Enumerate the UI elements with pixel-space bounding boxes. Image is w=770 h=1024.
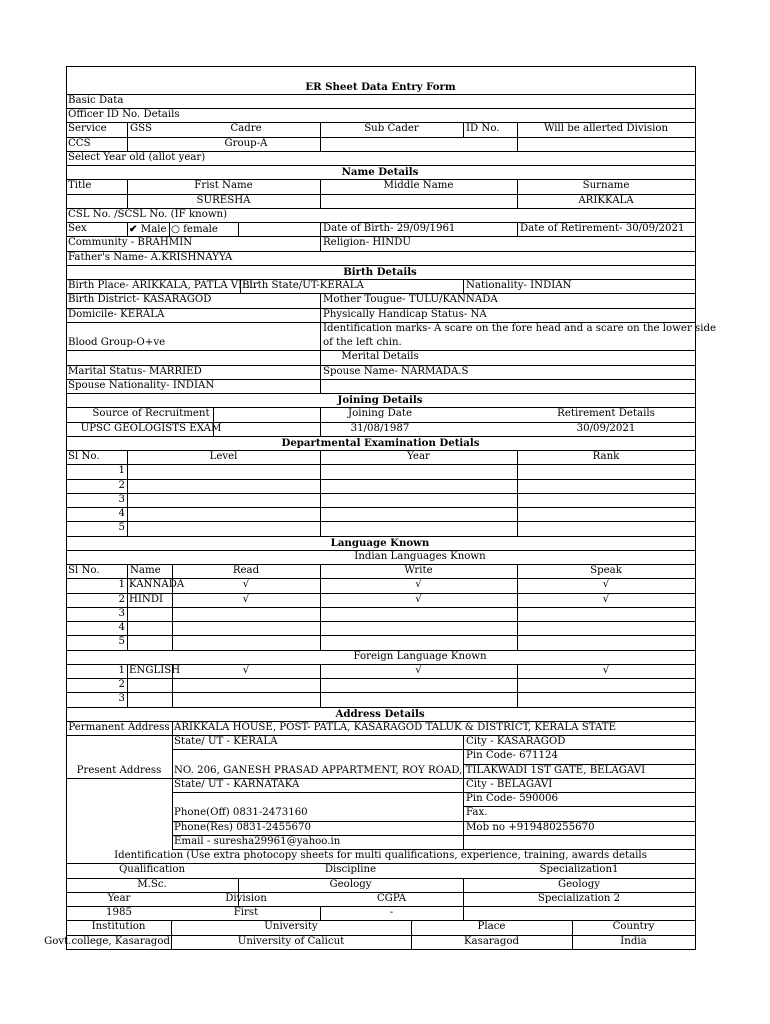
dept-rank-label: Rank [592, 451, 620, 462]
lang-write-check: √ [415, 594, 422, 605]
lang-read-check: √ [242, 579, 250, 590]
joining-date-value: 31/08/1987 [350, 423, 410, 434]
check-icon: ✔ [129, 223, 138, 235]
foreign-write-check: √ [415, 665, 422, 676]
identification-marks-line-2: of the left chin. [323, 337, 402, 348]
present-pin: Pin Code- 590006 [466, 793, 558, 804]
er-sheet-form [44, 66, 717, 950]
service-label: Service [68, 123, 107, 134]
discipline-label: Discipline [324, 864, 377, 875]
institution-value: Govt.college, Kasaragod [44, 936, 170, 947]
service-value: GSS [130, 123, 152, 134]
father-name: Father's Name- A.KRISHNAYYA [68, 252, 233, 263]
marital-status: Marital Status- MARRIED [68, 366, 202, 377]
birth-district: Birth District- KASARAGOD [68, 294, 212, 305]
institution-label: Institution [91, 921, 146, 932]
phone-residence: Phone(Res) 0831-2455670 [174, 822, 311, 833]
lang-name: KANNADA [129, 579, 185, 590]
qualification-label: Qualification [118, 864, 186, 875]
marital-details-heading: Merital Details [341, 351, 419, 362]
birth-details-heading: Birth Details [343, 266, 417, 278]
foreign-row-number: 1 [118, 665, 125, 676]
service-value-2: CCS [68, 138, 91, 149]
date-of-retirement: Date of Retirement- 30/09/2021 [520, 223, 685, 234]
mother-tongue: Mother Tougue- TULU/KANNADA [323, 294, 498, 305]
foreign-read-check: √ [242, 665, 250, 676]
lang-row-number: 2 [118, 594, 125, 605]
birth-state: Birth State/UT-KERALA [242, 280, 364, 291]
permanent-city: City - KASARAGOD [466, 736, 566, 747]
permanent-address-label: Permanent Address [68, 722, 170, 733]
specialization1-value: Geology [558, 879, 600, 890]
surname-value: ARIKKALA [578, 195, 634, 206]
qualification-value: M.Sc. [137, 879, 167, 890]
religion: Religion- HINDU [323, 237, 411, 248]
male-label: Male [140, 224, 167, 235]
cgpa-value: - [389, 907, 394, 918]
permanent-state: State/ UT - KERALA [174, 736, 278, 747]
select-year-label: Select Year old (allot year) [68, 152, 206, 163]
dept-sl-label: Sl No. [68, 451, 100, 462]
community: Community - BRAHMIN [68, 237, 193, 248]
female-label: female [183, 224, 218, 235]
place-value: Kasaragod [463, 936, 520, 947]
joining-details-heading: Joining Details [337, 394, 423, 406]
middle-name-label: Middle Name [383, 180, 454, 191]
cadre-label: Cadre [230, 123, 262, 134]
permanent-pin: Pin Code- 671124 [466, 750, 558, 761]
country-value: India [620, 936, 647, 947]
officer-id-label: Officer ID No. Details [68, 109, 180, 120]
lang-sl-label: Sl No. [68, 565, 100, 576]
dept-row-number: 2 [118, 480, 125, 491]
lang-speak-check: √ [602, 579, 610, 590]
country-label: Country [612, 921, 655, 932]
lang-write-check: √ [415, 579, 422, 590]
email: Email - suresha29961@yahoo.in [174, 836, 341, 847]
first-name-value: SURESHA [196, 195, 251, 206]
radio-circle-icon: ○ [171, 223, 180, 235]
lang-speak-check: √ [602, 594, 610, 605]
sex-female-option[interactable] [171, 222, 218, 236]
sex-label: Sex [68, 223, 87, 234]
division-label: Division [225, 893, 267, 904]
present-address-line: NO. 206, GANESH PRASAD APPARTMENT, ROY ROAD, TILAKWADI 1ST GATE, BELAGAVI [174, 765, 646, 776]
foreign-lang-name: ENGLISH [129, 665, 181, 676]
retirement-date-value: 30/09/2021 [576, 423, 636, 434]
mobile-number: Mob no +919480255670 [466, 822, 595, 833]
lang-speak-label: Speak [590, 565, 622, 576]
address-details-heading: Address Details [335, 708, 425, 720]
present-address-label: Present Address [76, 765, 162, 776]
nationality: Nationality- INDIAN [466, 280, 572, 291]
domicile: Domicile- KERALA [68, 309, 165, 320]
id-no-label: ID No. [466, 123, 500, 134]
specialization2-label: Specialization 2 [537, 893, 621, 904]
permanent-address-line: ARIKKALA HOUSE, POST- PATLA, KASARAGOD TALUK & DISTRICT, KERALA STATE [174, 722, 617, 733]
surname-label: Surname [582, 180, 630, 191]
university-value: University of Calicut [237, 936, 345, 947]
dept-level-label: Level [209, 451, 238, 462]
division-value: First [233, 907, 259, 918]
lang-write-label: Write [404, 565, 433, 576]
identification-marks-line-1: Identification marks- A scare on the fore head and a scare on the lower side [323, 323, 717, 334]
sub-cader-label: Sub Cader [364, 123, 419, 134]
dept-row-number: 5 [118, 522, 125, 533]
identification-heading: Identification (Use extra photocopy sheets for multi qualifications, experience, training, awards details [114, 850, 647, 861]
lang-read-label: Read [232, 565, 260, 576]
first-name-label: Frist Name [194, 180, 253, 191]
cgpa-label: CGPA [376, 893, 407, 904]
discipline-value: Geology [329, 879, 372, 890]
lang-name: HINDI [129, 594, 164, 605]
dept-exam-heading: Departmental Examination Detials [281, 437, 480, 449]
name-details-heading: Name Details [341, 166, 419, 178]
year-value: 1985 [106, 907, 132, 918]
foreign-row-number: 3 [118, 693, 125, 704]
basic-data-label: Basic Data [68, 95, 124, 106]
birth-place: Birth Place- ARIKKALA, PATLA VILL [68, 280, 256, 291]
place-label: Place [477, 921, 506, 932]
handicap-status: Physically Handicap Status- NA [323, 309, 487, 320]
specialization1-label: Specialization1 [539, 864, 619, 875]
source-of-recruitment-value: UPSC GEOLOGISTS EXAM [80, 423, 222, 434]
foreign-languages-heading: Foreign Language Known [353, 651, 487, 662]
dept-row-number: 3 [118, 494, 125, 505]
indian-languages-heading: Indian Languages Known [354, 551, 486, 562]
cadre-value: Group-A [224, 138, 268, 149]
lang-row-number: 1 [118, 579, 125, 590]
foreign-speak-check: √ [602, 665, 610, 676]
lang-read-check: √ [242, 594, 250, 605]
dept-row-number: 4 [118, 508, 125, 519]
date-of-birth: Date of Birth- 29/09/1961 [323, 223, 456, 234]
retirement-details-label: Retirement Details [557, 408, 655, 419]
title-label: Title [68, 180, 92, 191]
spouse-nationality: Spouse Nationality- INDIAN [68, 380, 215, 391]
present-state: State/ UT - KARNATAKA [174, 779, 300, 790]
lang-row-number: 3 [118, 608, 125, 619]
sex-male-option[interactable] [129, 222, 167, 236]
lang-name-label: Name [130, 565, 161, 576]
form-title: ER Sheet Data Entry Form [305, 81, 456, 93]
language-known-heading: Language Known [330, 537, 430, 549]
dept-row-number: 1 [118, 465, 125, 476]
spouse-name: Spouse Name- NARMADA.S [323, 366, 469, 377]
source-of-recruitment-label: Source of Recruitment [92, 408, 210, 419]
year-label: Year [107, 893, 131, 904]
present-city: City - BELAGAVI [466, 779, 553, 790]
dept-year-label: Year [407, 451, 430, 462]
foreign-row-number: 2 [118, 679, 125, 690]
lang-row-number: 4 [118, 622, 125, 633]
csl-no-label: CSL No. /SCSL No. (IF known) [68, 209, 228, 220]
division-label: Will be allerted Division [543, 123, 669, 134]
blood-group: Blood Group-O+ve [68, 337, 166, 348]
joining-date-label: Joining Date [348, 408, 412, 419]
fax: Fax. [466, 807, 488, 818]
lang-row-number: 5 [118, 636, 125, 647]
university-label: University [264, 921, 318, 932]
phone-office: Phone(Off) 0831-2473160 [174, 807, 308, 818]
